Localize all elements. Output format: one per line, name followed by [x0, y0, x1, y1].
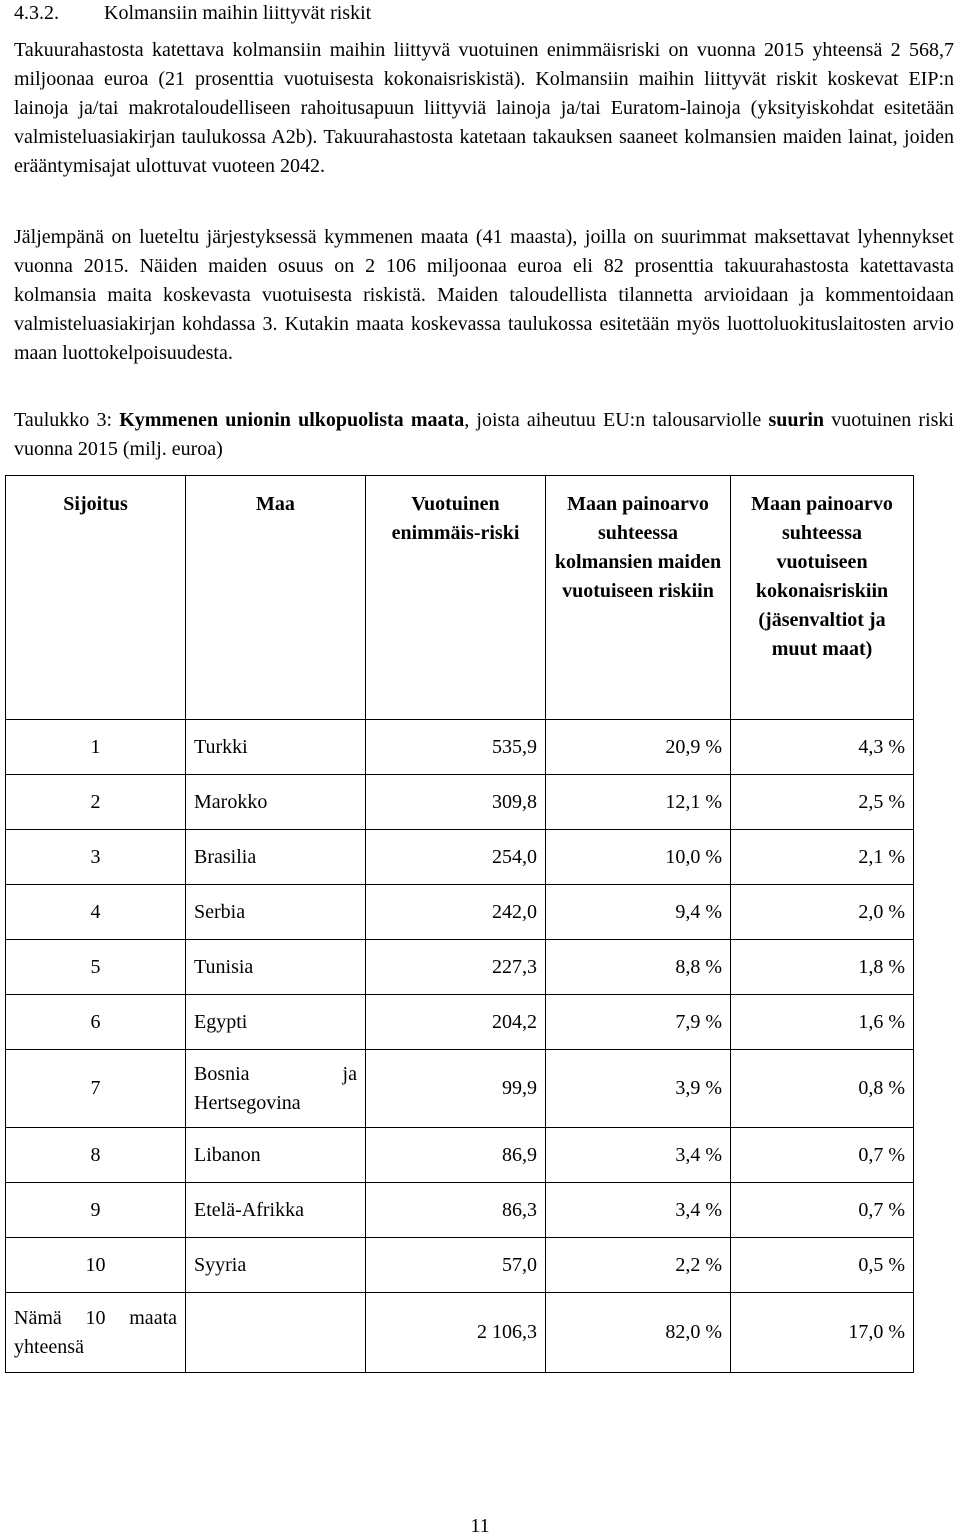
- table-row: [6, 720, 914, 775]
- cell-share-third: 2,2 %: [546, 1238, 731, 1293]
- caption-prefix: Taulukko 3:: [14, 409, 120, 431]
- cell-rank: 6: [6, 995, 186, 1050]
- cell-total-empty: [186, 1293, 366, 1373]
- cell-share-total: 2,1 %: [731, 830, 914, 885]
- cell-country: Brasilia: [186, 830, 366, 885]
- cell-risk: 242,0: [366, 885, 546, 940]
- cell-risk: 86,9: [366, 1128, 546, 1183]
- table-header-row: [6, 476, 914, 720]
- paragraph-1: Takuurahastosta katettava kolmansiin maihin liittyvä vuotuinen enimmäisriski on vuonna 2015 yhteensä 2 568,7 miljoonaa euroa (21 prosenttia vuotuisesta kokonaisriskistä). Kolmansiin maihin liittyvät riskit koskevat EIP:n lainoja ja/tai makrotaloudelliseen rahoitusapuun liittyviä lainoja ja/tai Euratom-lainoja (yksityiskohdat esitetään valmisteluasiakirjan taulukossa A2b). Takuurahastosta katetaan takauksen saaneet kolmansien maiden lainat, joiden erääntymisajat ulottuvat vuoteen 2042.: [14, 39, 954, 177]
- table-total-row: [6, 1293, 914, 1373]
- cell-share-third: 7,9 %: [546, 995, 731, 1050]
- cell-share-total: 2,5 %: [731, 775, 914, 830]
- header-share-total-risk: Maan painoarvo suhteessa vuotuiseen kokonaisriskiin (jäsenvaltiot ja muut maat): [731, 476, 914, 720]
- cell-country: Libanon: [186, 1128, 366, 1183]
- cell-country: Marokko: [186, 775, 366, 830]
- cell-share-total: 4,3 %: [731, 720, 914, 775]
- cell-share-total: 2,0 %: [731, 885, 914, 940]
- cell-share-total: 0,5 %: [731, 1238, 914, 1293]
- cell-share-third: 10,0 %: [546, 830, 731, 885]
- cell-country: Egypti: [186, 995, 366, 1050]
- cell-total-label: Nämä 10 maata yhteensä: [6, 1293, 186, 1373]
- section-number: 4.3.2.: [14, 2, 59, 24]
- cell-rank: 10: [6, 1238, 186, 1293]
- cell-share-third: 20,9 %: [546, 720, 731, 775]
- cell-risk: 204,2: [366, 995, 546, 1050]
- cell-share-total: 0,7 %: [731, 1128, 914, 1183]
- cell-risk: 57,0: [366, 1238, 546, 1293]
- table-row: [6, 1128, 914, 1183]
- page-number: 11: [470, 1515, 490, 1537]
- cell-share-total: 1,8 %: [731, 940, 914, 995]
- cell-share-third: 3,9 %: [546, 1050, 731, 1128]
- table-row: [6, 1050, 914, 1128]
- cell-rank: 8: [6, 1128, 186, 1183]
- risk-table: [5, 475, 914, 1373]
- table-caption: [14, 406, 954, 464]
- cell-share-total: 1,6 %: [731, 995, 914, 1050]
- cell-rank: 3: [6, 830, 186, 885]
- cell-country: Bosnia ja Hertsegovina: [186, 1050, 366, 1128]
- header-rank: Sijoitus: [6, 476, 186, 720]
- table-row: [6, 775, 914, 830]
- cell-share-third: 3,4 %: [546, 1128, 731, 1183]
- cell-risk: 535,9: [366, 720, 546, 775]
- cell-country: Turkki: [186, 720, 366, 775]
- cell-share-total: 0,7 %: [731, 1183, 914, 1238]
- cell-share-third: 9,4 %: [546, 885, 731, 940]
- table-row: [6, 940, 914, 995]
- cell-risk: 86,3: [366, 1183, 546, 1238]
- cell-risk: 254,0: [366, 830, 546, 885]
- cell-share-total: 0,8 %: [731, 1050, 914, 1128]
- table-row: [6, 885, 914, 940]
- cell-rank: 1: [6, 720, 186, 775]
- table-row: [6, 1183, 914, 1238]
- cell-country: Etelä-Afrikka: [186, 1183, 366, 1238]
- cell-total-risk: 2 106,3: [366, 1293, 546, 1373]
- header-country: Maa: [186, 476, 366, 720]
- cell-risk: 227,3: [366, 940, 546, 995]
- cell-rank: 9: [6, 1183, 186, 1238]
- table-row: [6, 830, 914, 885]
- caption-suffix: vuotuinen riski vuonna 2015 (milj. euroa): [14, 409, 954, 460]
- cell-country: Syyria: [186, 1238, 366, 1293]
- caption-bold-2: suurin: [768, 409, 825, 431]
- cell-share-third: 8,8 %: [546, 940, 731, 995]
- cell-rank: 5: [6, 940, 186, 995]
- cell-share-third: 12,1 %: [546, 775, 731, 830]
- section-heading: [14, 0, 371, 26]
- table-row: [6, 995, 914, 1050]
- paragraph-2: Jäljempänä on lueteltu järjestyksessä kymmenen maata (41 maasta), joilla on suurimmat maksettavat lyhennykset vuonna 2015. Näiden maiden osuus on 2 106 miljoonaa euroa eli 82 prosenttia takuurahastosta katettavasta kolmansia maita koskevasta vuotuisesta riskistä. Maiden taloudellista tilannetta arvioidaan ja kommentoidaan valmisteluasiakirjan kohdassa 3. Kutakin maata koskevassa taulukossa esitetään myös luottoluokituslaitosten arvio maan luottokelpoisuudesta.: [14, 226, 954, 364]
- caption-bold-1: Kymmenen unionin ulkopuolista maata: [119, 409, 465, 431]
- cell-rank: 4: [6, 885, 186, 940]
- header-share-third-countries: Maan painoarvo suhteessa kolmansien maiden vuotuiseen riskiin: [546, 476, 731, 720]
- cell-rank: 2: [6, 775, 186, 830]
- cell-rank: 7: [6, 1050, 186, 1128]
- cell-risk: 99,9: [366, 1050, 546, 1128]
- cell-country: Serbia: [186, 885, 366, 940]
- header-annual-max-risk: Vuotuinen enimmäis-riski: [366, 476, 546, 720]
- cell-share-third: 3,4 %: [546, 1183, 731, 1238]
- section-title: Kolmansiin maihin liittyvät riskit: [104, 2, 372, 24]
- caption-mid: , joista aiheutuu EU:n talousarviolle: [464, 409, 769, 431]
- cell-total-share-total: 17,0 %: [731, 1293, 914, 1373]
- cell-country: Tunisia: [186, 940, 366, 995]
- cell-risk: 309,8: [366, 775, 546, 830]
- table-row: [6, 1238, 914, 1293]
- cell-total-share-third: 82,0 %: [546, 1293, 731, 1373]
